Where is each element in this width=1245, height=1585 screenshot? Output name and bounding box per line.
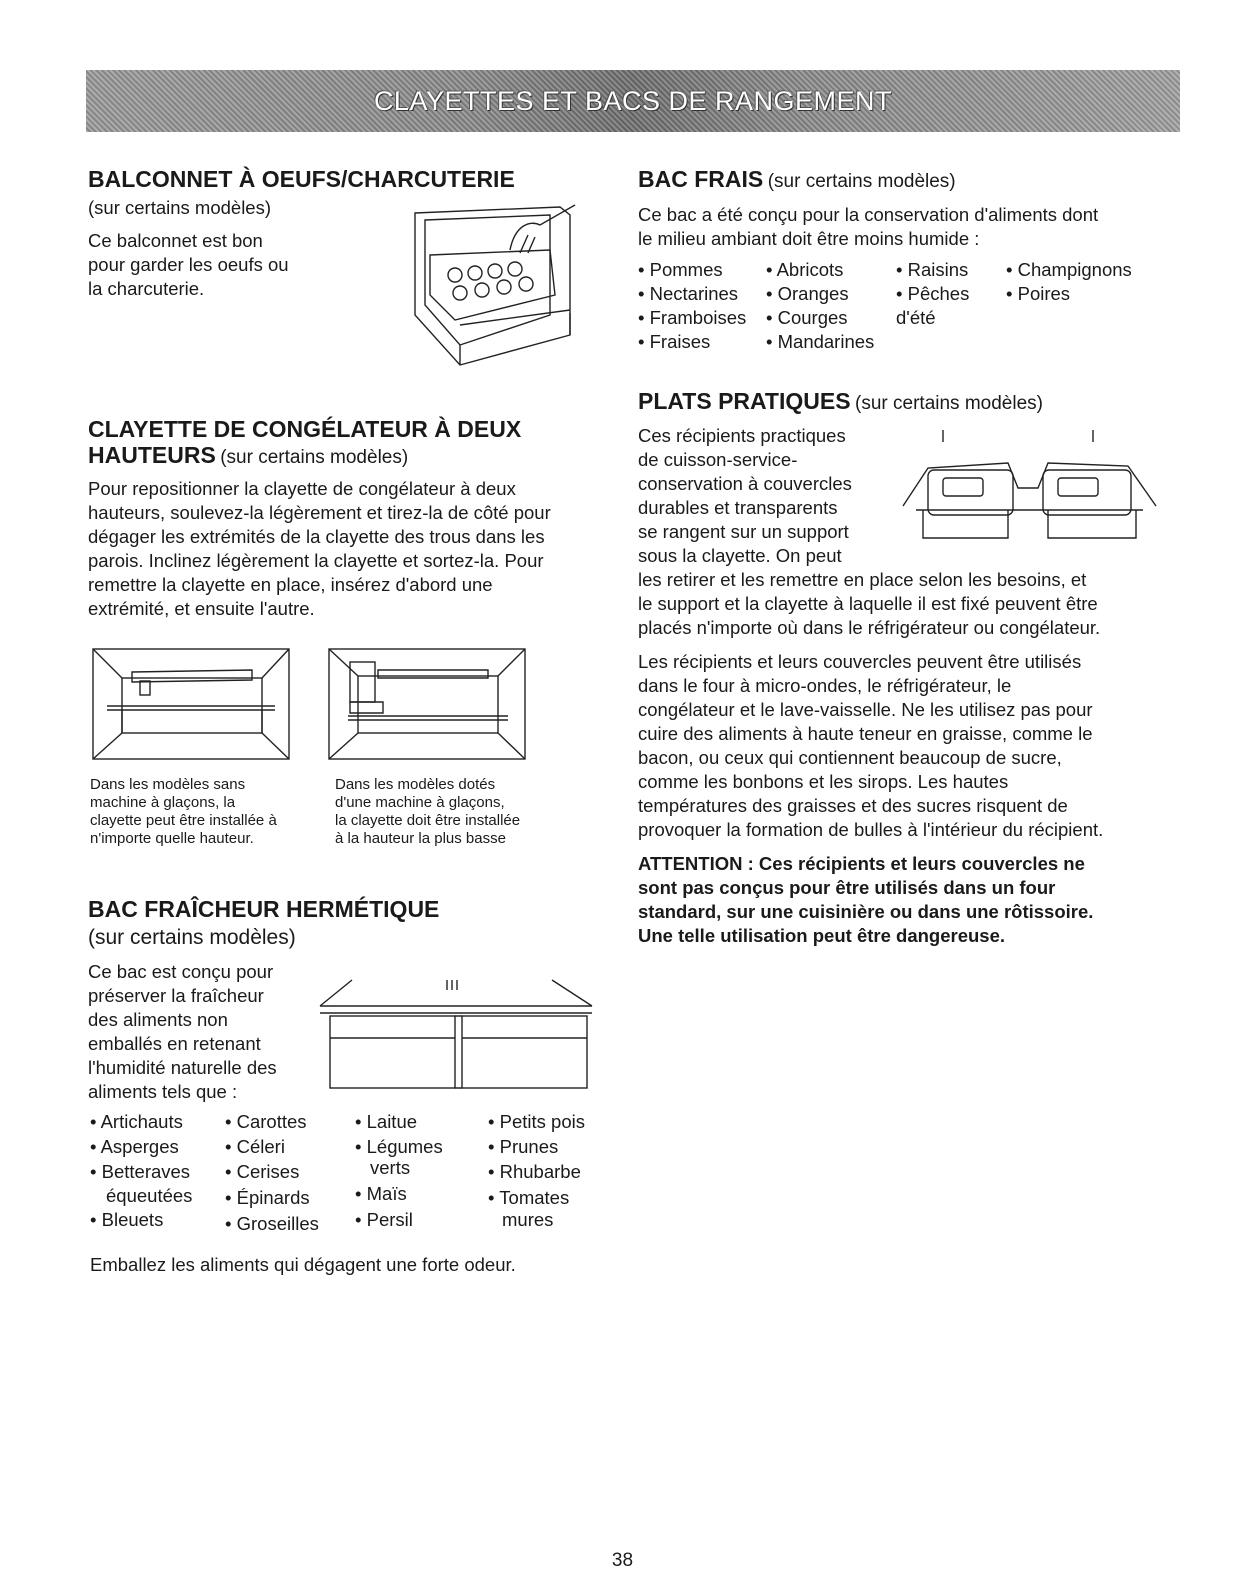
bac-frais-section — [638, 166, 1178, 251]
balconnet-text-line: pour garder les oeufs ou — [88, 254, 289, 275]
clayette-heading-cont: HAUTEURS — [88, 442, 216, 468]
plats-text-line: le support et la clayette à laquelle il est fixé peuvent être — [638, 593, 1098, 614]
caption-line: la clayette doit être installée — [335, 812, 521, 829]
clayette-text-line: Pour repositionner la clayette de congélateur à deux — [88, 478, 516, 499]
clayette-section — [88, 416, 608, 621]
balconnet-text-line: Ce balconnet est bon — [88, 230, 263, 251]
list-item: • Framboises — [638, 307, 747, 328]
balconnet-heading: BALCONNET À OEUFS/CHARCUTERIE — [88, 166, 515, 192]
caption-line: n'importe quelle hauteur. — [90, 830, 254, 847]
list-item: • Champignons — [1006, 259, 1132, 280]
list-item: • Maïs — [355, 1183, 407, 1204]
list-item: verts — [370, 1157, 411, 1178]
list-item: • Pêches — [896, 283, 970, 304]
list-item: • Artichauts — [90, 1111, 183, 1132]
banner-title: CLAYETTES ET BACS DE RANGEMENT — [373, 85, 893, 116]
balconnet-sub: (sur certains modèles) — [88, 197, 272, 218]
plats-text-line: sous la clayette. On peut — [638, 545, 842, 566]
list-item: • Poires — [1006, 283, 1071, 304]
clayette-sub: (sur certains modèles) — [220, 447, 409, 468]
hermetique-text-line: Ce bac est conçu pour — [88, 961, 274, 982]
hermetique-text-line: l'humidité naturelle des — [88, 1057, 277, 1078]
plats-text2-line: dans le four à micro-ondes, le réfrigérateur, le — [638, 675, 1012, 696]
bac-frais-text-line: Ce bac a été conçu pour la conservation d'aliments dont — [638, 204, 1099, 225]
caption-line: à la hauteur la plus basse — [335, 830, 506, 847]
plats-sub: (sur certains modèles) — [855, 393, 1043, 414]
list-item: • Cerises — [225, 1161, 300, 1182]
freezer-shelf-illustration-left — [92, 648, 290, 760]
freezer-shelf-illustration-right — [328, 648, 526, 760]
plats-text-line: Ces récipients practiques — [638, 425, 846, 446]
hermetique-items — [90, 1110, 610, 1240]
page-number: 38 — [611, 1550, 634, 1571]
plats-text2-line: cuire des aliments à haute teneur en graisse, comme le — [638, 723, 1093, 744]
list-item: • Nectarines — [638, 283, 739, 304]
plats-warning-line: standard, sur une cuisinière ou dans une rôtissoire. — [638, 901, 1094, 922]
list-item: • Laitue — [355, 1111, 418, 1132]
list-item: • Prunes — [488, 1136, 559, 1157]
clayette-text-line: dégager les extrémités de la clayette des trous dans les — [88, 526, 545, 547]
plats-text-line: de cuisson-service- — [638, 449, 798, 470]
list-item: équeutées — [106, 1185, 193, 1206]
plats-text-line: les retirer et les remettre en place selon les besoins, et — [638, 569, 1087, 590]
hermetique-text-line: aliments tels que : — [88, 1081, 238, 1102]
plats-warning-line: ATTENTION : Ces récipients et leurs couvercles ne — [638, 853, 1085, 874]
list-item: • Mandarines — [766, 331, 875, 352]
plats-text-line: durables et transparents — [638, 497, 838, 518]
caption-line: d'une machine à glaçons, — [335, 794, 505, 811]
list-item: • Épinards — [225, 1187, 310, 1208]
hermetique-footer: Emballez les aliments qui dégagent une forte odeur. — [90, 1254, 516, 1275]
plats-text2-line: bacon, ou ceux qui contiennent beaucoup de sucre, — [638, 747, 1062, 768]
list-item: • Petits pois — [488, 1111, 585, 1132]
caption-line: Dans les modèles dotés — [335, 776, 496, 793]
list-item: • Persil — [355, 1209, 413, 1230]
list-item: d'été — [896, 307, 936, 328]
hermetique-text-line: des aliments non — [88, 1009, 228, 1030]
list-item: • Pommes — [638, 259, 723, 280]
bac-frais-sub: (sur certains modèles) — [767, 171, 956, 192]
plats-text-line: conservation à couvercles — [638, 473, 852, 494]
caption-line: machine à glaçons, la — [90, 794, 236, 811]
hermetique-text-line: préserver la fraîcheur — [88, 985, 264, 1006]
plats-text-line: se rangent sur un support — [638, 521, 849, 542]
list-item: • Bleuets — [90, 1209, 164, 1230]
plats-text-line: placés n'importe où dans le réfrigérateur ou congélateur. — [638, 617, 1101, 638]
hermetique-heading: BAC FRAÎCHEUR HERMÉTIQUE — [88, 896, 440, 922]
plats-text2-line: températures des graisses et des sucres risquent de — [638, 795, 1068, 816]
balconnet-text-line: la charcuterie. — [88, 278, 205, 299]
clayette-text-line: extrémité, et ensuite l'autre. — [88, 598, 315, 619]
list-item: • Fraises — [638, 331, 711, 352]
bac-frais-items — [638, 258, 1178, 358]
list-item: • Courges — [766, 307, 848, 328]
plats-warning-line: sont pas conçus pour être utilisés dans un four — [638, 877, 1056, 898]
caption-right — [335, 776, 585, 848]
list-item: • Asperges — [90, 1136, 179, 1157]
plats-text2-line: comme les bonbons et les sirops. Les hautes — [638, 771, 1009, 792]
plats-heading: PLATS PRATIQUES — [638, 388, 851, 414]
plats-warning-line: Une telle utilisation peut être dangereuse. — [638, 925, 1006, 946]
list-item: • Céleri — [225, 1136, 285, 1157]
hermetique-sub: (sur certains modèles) — [88, 926, 296, 949]
list-item: • Légumes — [355, 1136, 443, 1157]
list-item: • Abricots — [766, 259, 844, 280]
section-banner — [86, 70, 1180, 132]
crisper-illustration — [312, 978, 602, 1108]
serving-dishes-illustration — [898, 428, 1160, 543]
list-item: • Oranges — [766, 283, 849, 304]
hermetique-text-line: emballés en retenant — [88, 1033, 261, 1054]
list-item: • Betteraves — [90, 1161, 191, 1182]
caption-line: clayette peut être installée à — [90, 812, 277, 829]
clayette-text-line: hauteurs, soulevez-la légèrement et tirez-la de côté pour — [88, 502, 551, 523]
clayette-text-line: parois. Inclinez légèrement la clayette et sortez-la. Pour — [88, 550, 544, 571]
clayette-heading: CLAYETTE DE CONGÉLATEUR À DEUX — [88, 416, 522, 442]
caption-left — [90, 776, 330, 848]
list-item: • Raisins — [896, 259, 969, 280]
list-item: • Rhubarbe — [488, 1161, 581, 1182]
list-item: • Groseilles — [225, 1213, 319, 1234]
bac-frais-heading: BAC FRAIS — [638, 166, 764, 192]
list-item: mures — [502, 1209, 554, 1230]
list-item: • Tomates — [488, 1187, 570, 1208]
caption-line: Dans les modèles sans — [90, 776, 246, 793]
plats-text2-line: congélateur et le lave-vaisselle. Ne les utilisez pas pour — [638, 699, 1093, 720]
plats-text2-line: Les récipients et leurs couvercles peuvent être utilisés — [638, 651, 1082, 672]
clayette-text-line: remettre la clayette en place, insérez d'abord une — [88, 574, 493, 595]
bac-frais-text-line: le milieu ambiant doit être moins humide : — [638, 228, 980, 249]
list-item: • Carottes — [225, 1111, 307, 1132]
plats-text2-line: provoquer la formation de bulles à l'intérieur du récipient. — [638, 819, 1104, 840]
egg-bin-illustration — [400, 195, 600, 370]
